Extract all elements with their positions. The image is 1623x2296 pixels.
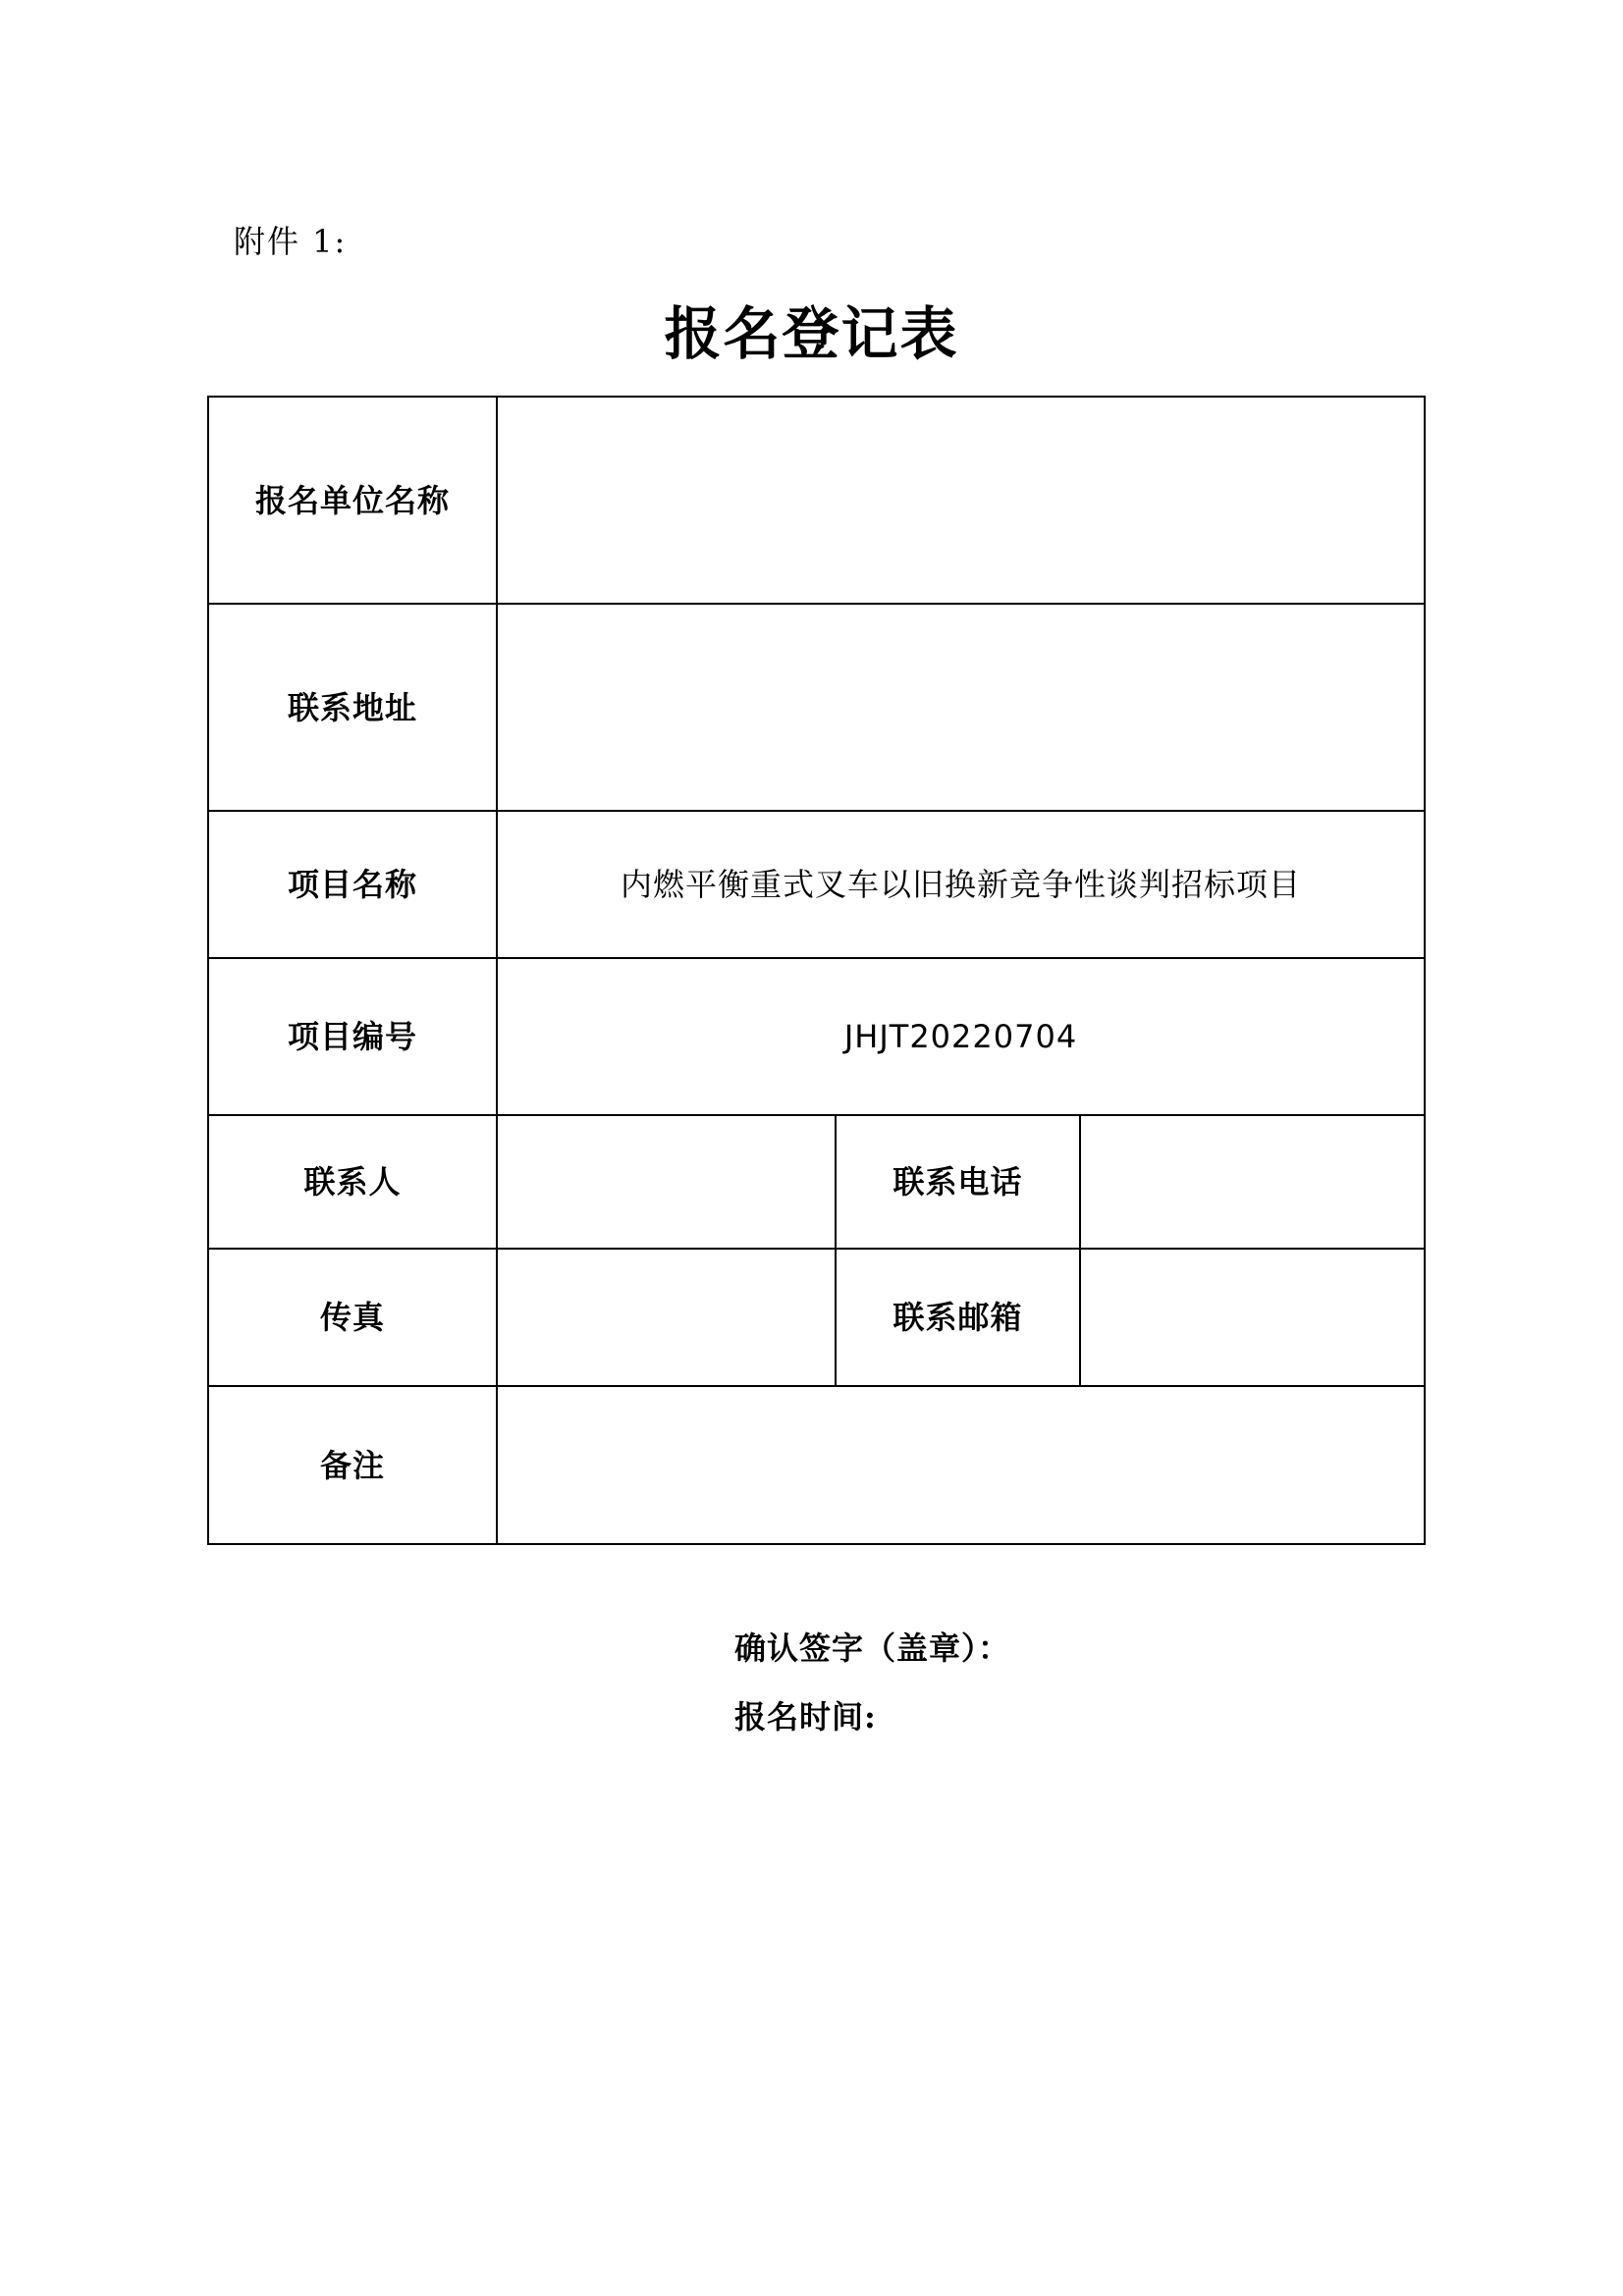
project-code-label: 项目编号	[208, 958, 497, 1115]
row-unit-name	[208, 397, 1425, 604]
row-remarks	[208, 1386, 1425, 1544]
address-label: 联系地址	[208, 604, 497, 811]
contact-person-field[interactable]	[497, 1115, 836, 1249]
project-name-value: 内燃平衡重式叉车以旧换新竞争性谈判招标项目	[497, 811, 1425, 958]
contact-phone-label: 联系电话	[836, 1115, 1080, 1249]
attachment-label: 附件 1:	[234, 223, 348, 260]
row-address	[208, 604, 1425, 811]
row-project-code	[208, 958, 1425, 1115]
registration-date-label: 报名时间:	[734, 1698, 877, 1735]
email-field[interactable]	[1080, 1249, 1425, 1386]
row-project-name	[208, 811, 1425, 958]
row-contact	[208, 1115, 1425, 1249]
contact-phone-field[interactable]	[1080, 1115, 1425, 1249]
registration-table	[207, 396, 1426, 1545]
row-fax-email	[208, 1249, 1425, 1386]
remarks-field[interactable]	[497, 1386, 1425, 1544]
signature-label: 确认签字（盖章）：	[734, 1629, 1011, 1667]
remarks-label: 备注	[208, 1386, 497, 1544]
unit-name-field[interactable]	[497, 397, 1425, 604]
project-code-value: JHJT20220704	[497, 958, 1425, 1115]
fax-label: 传真	[208, 1249, 497, 1386]
contact-person-label: 联系人	[208, 1115, 497, 1249]
address-field[interactable]	[497, 604, 1425, 811]
form-title: 报名登记表	[664, 300, 959, 367]
fax-field[interactable]	[497, 1249, 836, 1386]
email-label: 联系邮箱	[836, 1249, 1080, 1386]
project-name-label: 项目名称	[208, 811, 497, 958]
unit-name-label: 报名单位名称	[208, 397, 497, 604]
